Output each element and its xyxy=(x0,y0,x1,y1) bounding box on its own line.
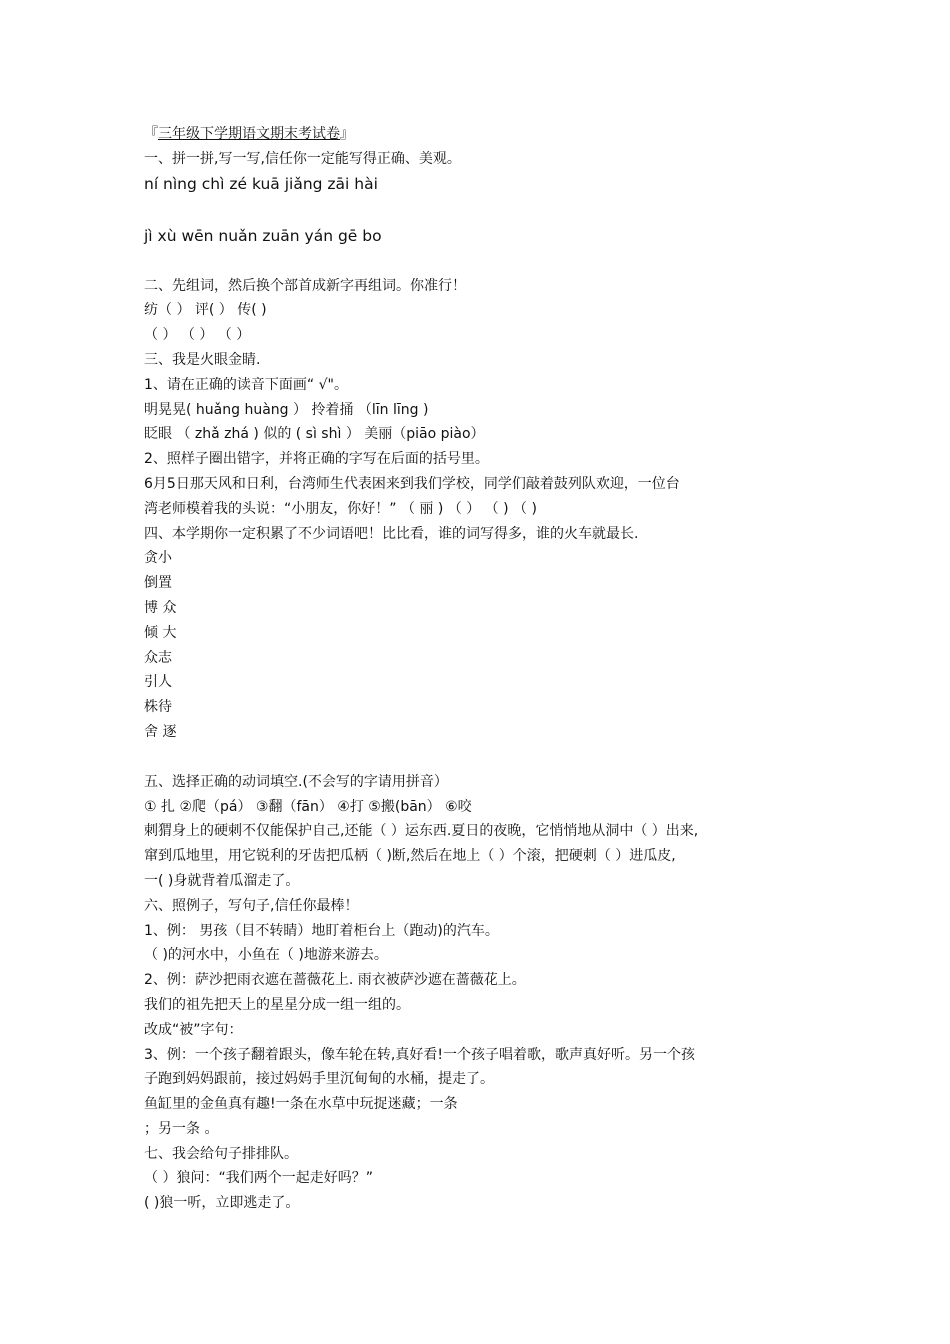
word-item: 倒置 xyxy=(144,575,172,592)
section-2-row-1: 纺（ ） 评( ） 传( ) xyxy=(144,302,267,319)
section-1-heading: 一、拼一拼,写一写,信任你一定能写得正确、美观。 xyxy=(144,150,461,167)
section-3-q2-line-1: 6月5日那天风和日利，台湾师生代表困来到我们学校，同学们敲着鼓列队欢迎，一位台 xyxy=(144,475,680,492)
exam-title xyxy=(144,122,834,147)
section-6-heading: 六、照例子，写句子,信任你最棒！ xyxy=(144,897,359,914)
section-6-example-3-line-2: 子跑到妈妈跟前，接过妈妈手里沉甸甸的水桶，提走了。 xyxy=(144,1071,494,1088)
section-6-example-1: 1、例： 男孩（目不转睛）地盯着柜台上（跑动)的汽车。 xyxy=(144,922,499,939)
section-6-example-3-line-1: 3、例：一个孩子翻着跟头，像车轮在转,真好看!一个孩子唱着歌，歌声真好听。另一个孩 xyxy=(144,1046,695,1063)
section-2-row-2: （ ） （ ） （ ） xyxy=(144,327,251,344)
pinyin-row-2: jì xù wēn nuǎn zuān yán gē bo xyxy=(144,226,382,245)
word-item: 众志 xyxy=(144,649,172,666)
section-3-heading: 三、我是火眼金睛. xyxy=(144,351,261,368)
section-6-example-3-fill-1: 鱼缸里的金鱼真有趣!一条在水草中玩捉迷藏；一条 xyxy=(144,1096,458,1113)
word-item: 博 众 xyxy=(144,599,177,616)
section-6-example-1-fill: （ )的河水中，小鱼在（ )地游来游去。 xyxy=(144,947,388,964)
word-item: 贪小 xyxy=(144,550,172,567)
section-6-example-2: 2、例：萨沙把雨衣遮在蔷薇花上. 雨衣被萨沙遮在蔷薇花上。 xyxy=(144,972,526,989)
section-5-text-1: 刺猬身上的硬刺不仅能保护自己,还能（ ）运东西.夏日的夜晚，它悄悄地从洞中（ ）出来, xyxy=(144,823,699,840)
section-5-text-2: 窜到瓜地里，用它锐利的牙齿把瓜柄（ )断,然后在地上（ ）个滚，把硬刺（ ）进瓜皮, xyxy=(144,848,676,865)
section-7-line-1: （ ）狼问：“我们两个一起走好吗？” xyxy=(144,1170,373,1187)
title-bracket-open: 『 xyxy=(144,126,158,142)
section-5-heading: 五、选择正确的动词填空.(不会写的字请用拼音） xyxy=(144,773,448,790)
section-7-heading: 七、我会给句子排排队。 xyxy=(144,1145,298,1162)
section-3-question-2: 2、照样子圈出错字，并将正确的字写在后面的括号里。 xyxy=(144,451,489,468)
word-item: 株待 xyxy=(144,699,172,716)
section-3-q1-line-1: 明晃晃( huǎng huàng ） 拎着捅 （līn līng ) xyxy=(144,401,429,418)
section-5-options: ① 扎 ②爬（pá） ③翻（fān） ④打 ⑤搬(bān） ⑥咬 xyxy=(144,798,472,815)
section-6-example-2-task: 改成“被”字句： xyxy=(144,1021,243,1038)
section-4-heading: 四、本学期你一定积累了不少词语吧！比比看，谁的词写得多，谁的火车就最长. xyxy=(144,525,639,542)
blank-line xyxy=(144,745,834,770)
section-5-text-3: 一( )身就背着瓜溜走了。 xyxy=(144,872,300,889)
section-3-q1-line-2: 眨眼 （ zhǎ zhá ) 似的 ( sì shì ） 美丽（piāo piào） xyxy=(144,426,485,443)
word-item: 倾 大 xyxy=(144,624,177,641)
section-2-heading: 二、先组词，然后换个部首成新字再组词。你准行！ xyxy=(144,277,466,294)
word-item: 引人 xyxy=(144,674,172,691)
exam-document xyxy=(144,122,834,1216)
section-3-q2-line-2: 湾老师模着我的头说：“小朋友，你好！” （ 丽 ) （ ） （ ) （ ) xyxy=(144,500,537,517)
section-6-example-3-fill-2: ；另一条 。 xyxy=(144,1120,219,1137)
section-3-question-1: 1、请在正确的读音下面画“ √"。 xyxy=(144,376,348,393)
title-text: 三年级下学期语文期末考试卷 xyxy=(158,126,340,142)
word-item: 舍 逐 xyxy=(144,723,177,740)
blank-line xyxy=(144,249,834,274)
pinyin-row-1: ní nìng chì zé kuā jiǎng zāi hài xyxy=(144,174,378,193)
title-bracket-close: 』 xyxy=(340,126,354,142)
section-6-example-2-sentence: 我们的祖先把天上的星星分成一组一组的。 xyxy=(144,996,410,1013)
section-7-line-2: ( )狼一听，立即逃走了。 xyxy=(144,1195,300,1212)
